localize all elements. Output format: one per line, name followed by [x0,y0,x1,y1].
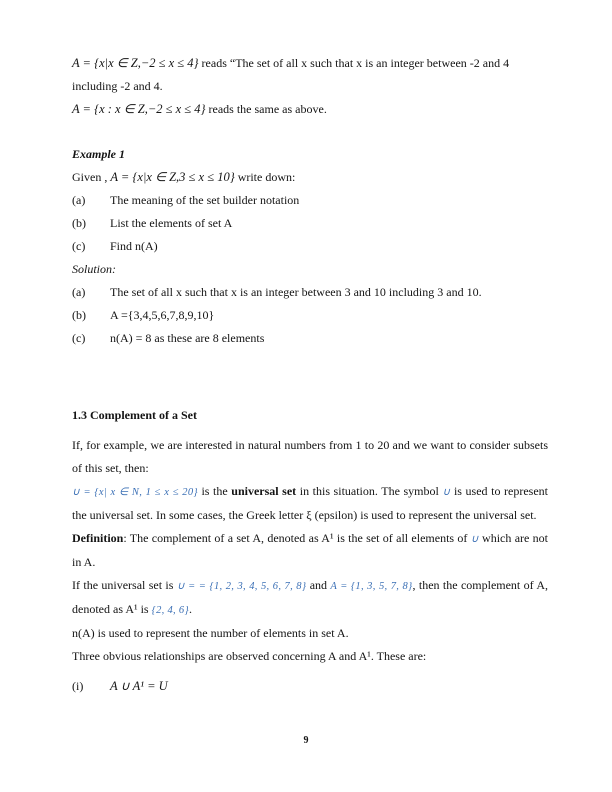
solution-label-c: (c) [72,331,86,345]
complement-text-1: If the universal set is [72,578,177,592]
set-a-values-math: A = {1, 3, 5, 7, 8} [330,581,413,592]
definition-text-1: : The complement of a set A, denoted as A¹ is the set of all elements of [123,531,471,545]
given-set-math: A = {x|x ∈ Z,3 ≤ x ≤ 10} [110,170,235,184]
definition-term: Definition [72,531,124,545]
example-item-b [72,212,548,235]
solution-heading: Solution: [72,262,116,276]
set-notation-text-1: reads “The set of all x such that x is an integer between -2 and 4 [198,56,510,70]
n-of-a-note: n(A) is used to represent the number of elements in set A. [72,626,349,640]
example-item-c [72,235,548,258]
relationship-i-math: A ∪ A¹ = U [110,679,168,693]
universal-set-paragraph [72,480,548,527]
item-text-b: List the elements of set A [110,216,233,230]
complement-text-3: , then the complement of A, denoted as A¹ is [72,578,548,616]
example-1-given-line [72,166,548,189]
universal-text-1: is the [197,484,232,498]
complement-values-math: {2, 4, 6} [151,605,189,616]
relationship-i-label: (i) [72,679,84,693]
set-notation-line-3 [72,98,548,121]
definition-text-2: which are not in A. [72,531,548,569]
universal-set-term: universal set [231,484,297,498]
item-text-c: Find n(A) [110,239,158,253]
solution-item-a [72,281,548,304]
solution-label-a: (a) [72,285,86,299]
universal-text-2: in this situation. The symbol [296,484,443,498]
given-suffix: write down: [234,170,296,184]
solution-text-b: A ={3,4,5,6,7,8,9,10} [110,308,215,322]
universal-text-3: is used to represent the universal set. In some cases, the Greek letter ξ (epsilon) is used to represent the universal set. [72,484,548,522]
union-symbol: ∪ [470,534,479,545]
item-label-c: (c) [72,239,86,253]
set-builder-math-2: A = {x : x ∈ Z,−2 ≤ x ≤ 4} [72,102,206,116]
complement-text-2: and [306,578,331,592]
item-label-a: (a) [72,193,86,207]
set-notation-line-1 [72,52,548,75]
relationships-intro: Three obvious relationships are observed concerning A and A¹. These are: [72,649,427,663]
union-symbol: ∪ [442,487,451,498]
universal-set-math: ∪ = {x| x ∈ N, 1 ≤ x ≤ 20} [72,487,198,498]
section-paragraph-1: If, for example, we are interested in natural numbers from 1 to 20 and we want to consider subsets of this set, then: [72,438,548,475]
set-notation-text-2: reads the same as above. [205,102,327,116]
relationship-i [72,675,548,698]
solution-label-b: (b) [72,308,86,322]
complement-example-paragraph [72,574,548,622]
set-builder-math-1: A = {x|x ∈ Z,−2 ≤ x ≤ 4} [72,56,199,70]
solution-item-c [72,327,548,350]
complement-text-4: . [188,602,192,616]
section-1-3-heading: 1.3 Complement of a Set [72,408,197,422]
page-number: 9 [303,735,309,746]
solution-text-c: n(A) = 8 as these are 8 elements [110,331,265,345]
set-notation-line-2: including -2 and 4. [72,79,163,93]
given-prefix: Given , [72,170,111,184]
item-text-a: The meaning of the set builder notation [110,193,300,207]
solution-text-a: The set of all x such that x is an integer between 3 and 10 including 3 and 10. [110,285,482,299]
example-item-a [72,189,548,212]
solution-item-b [72,304,548,327]
item-label-b: (b) [72,216,86,230]
universal-set-values-math: ∪ = = {1, 2, 3, 4, 5, 6, 7, 8} [176,581,307,592]
definition-paragraph [72,527,548,574]
example-1-heading: Example 1 [72,147,125,161]
